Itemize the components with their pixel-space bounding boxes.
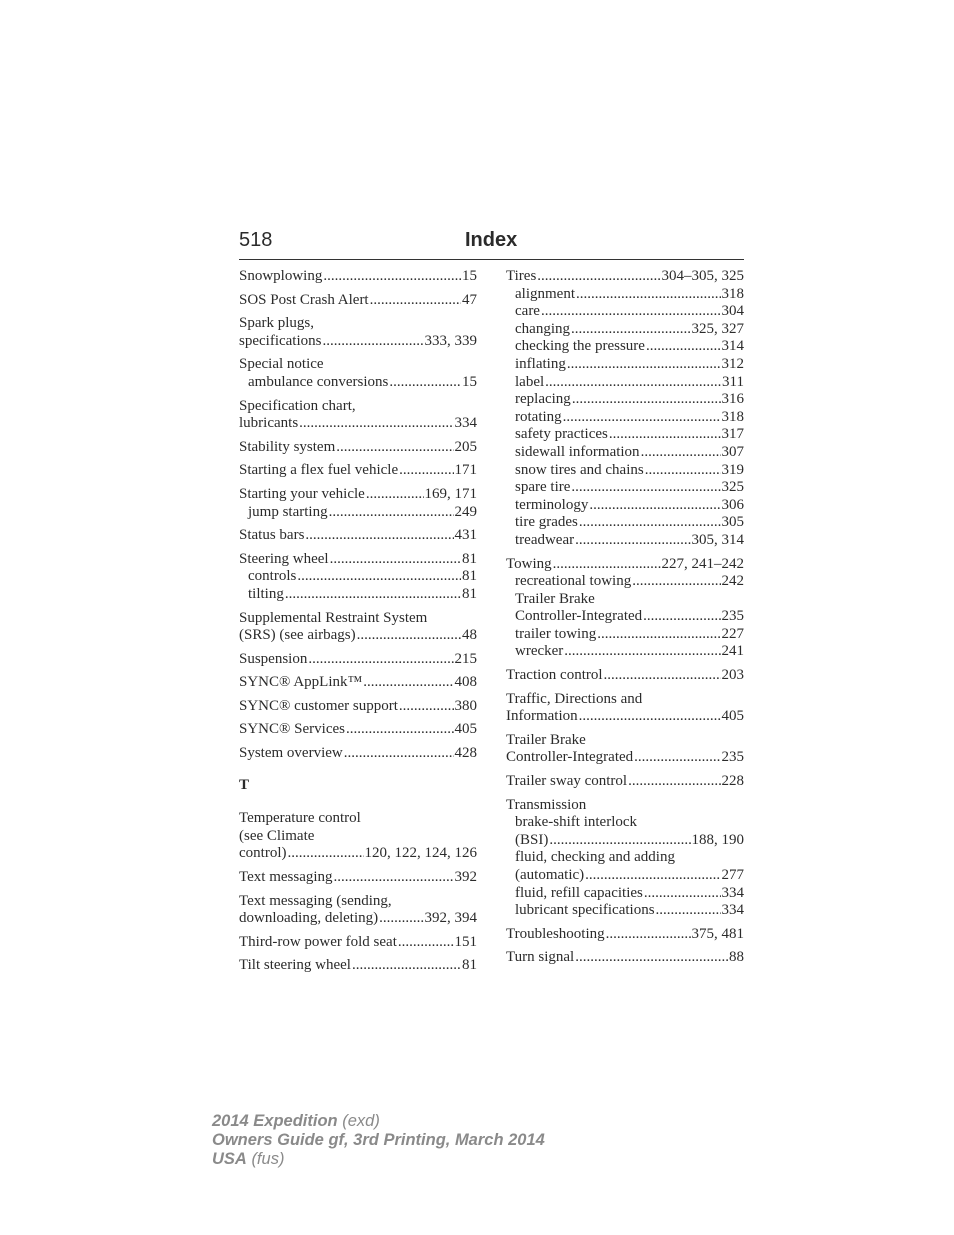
- index-subentry: [506, 832, 744, 850]
- index-line: [239, 721, 477, 739]
- page-reference: 316: [721, 391, 744, 408]
- index-entry: [506, 949, 744, 967]
- entry-text: SOS Post Crash Alert: [239, 291, 369, 308]
- entry-text: safety practices: [515, 426, 608, 443]
- page-reference: 81: [462, 585, 477, 602]
- index-subentry: [506, 286, 744, 304]
- index-entry: [239, 610, 477, 645]
- index-subentry: [506, 356, 744, 374]
- entry-text: Tires: [506, 268, 537, 284]
- index-entry: [239, 268, 477, 286]
- page-reference: 81: [462, 568, 477, 585]
- page-reference: 215: [454, 650, 477, 667]
- index-entry: [506, 732, 744, 767]
- index-line: [506, 708, 744, 726]
- section-letter: T: [239, 776, 250, 793]
- entry-text: Information: [506, 708, 578, 725]
- leader-dots: [305, 527, 453, 545]
- page-reference: 317: [721, 426, 744, 443]
- index-entry: [239, 745, 477, 763]
- leader-dots: [609, 426, 721, 444]
- entry-text: Controller-Integrated: [515, 608, 643, 625]
- leader-dots: [575, 949, 728, 967]
- index-line: [239, 527, 477, 545]
- page-reference: 312: [721, 355, 744, 372]
- leader-dots: [641, 444, 721, 462]
- page-reference: 408: [454, 674, 477, 691]
- entry-text: trailer towing: [515, 625, 597, 642]
- leader-dots: [323, 268, 461, 286]
- index-entry: [239, 398, 477, 433]
- index-entry: [239, 957, 477, 975]
- entry-text: Trailer Brake: [515, 590, 595, 607]
- entry-text: Tilt steering wheel: [239, 957, 351, 974]
- footer-model-code: (exd): [342, 1112, 380, 1130]
- index-subentry: [506, 321, 744, 339]
- index-line: [239, 292, 477, 310]
- index-line: [506, 732, 744, 750]
- entry-text: checking the pressure: [515, 338, 645, 355]
- entry-text: care: [515, 303, 540, 320]
- leader-dots: [553, 556, 661, 574]
- page-reference: 304: [721, 303, 744, 320]
- entry-text: Spark plugs,: [239, 315, 314, 332]
- page-reference: 306: [721, 496, 744, 513]
- index-entry: [506, 926, 744, 944]
- page-reference: 319: [721, 461, 744, 478]
- page-reference: 304–305, 325: [661, 268, 744, 284]
- entry-text: spare tire: [515, 479, 571, 496]
- index-entry: [239, 698, 477, 716]
- index-line: [506, 749, 744, 767]
- index-entry: [239, 721, 477, 739]
- index-line: [506, 556, 744, 574]
- leader-dots: [606, 926, 691, 944]
- index-line: [239, 551, 477, 569]
- index-subentry: [506, 426, 744, 444]
- leader-dots: [398, 934, 454, 952]
- index-entry: [239, 934, 477, 952]
- entry-text: brake-shift interlock: [515, 814, 638, 831]
- footer-model: 2014 Expedition: [212, 1112, 338, 1130]
- entry-text: Traffic, Directions and: [506, 690, 643, 707]
- entry-text: Steering wheel: [239, 550, 329, 567]
- entry-text: sidewall information: [515, 443, 640, 460]
- leader-dots: [308, 651, 453, 669]
- index-column-right: [506, 268, 744, 973]
- leader-dots: [572, 391, 721, 409]
- leader-dots: [579, 708, 721, 726]
- index-line: [239, 315, 477, 333]
- entry-text: specifications: [239, 332, 322, 349]
- entry-text: Starting a flex fuel vehicle: [239, 462, 399, 479]
- index-line: [239, 610, 477, 628]
- footer-printing: Owners Guide gf, 3rd Printing, March 2014: [212, 1131, 545, 1149]
- leader-dots: [585, 867, 720, 885]
- leader-dots: [399, 462, 453, 480]
- page-reference: 307: [721, 443, 744, 460]
- entry-text: changing: [515, 320, 570, 337]
- entry-text: terminology: [515, 496, 589, 513]
- index-line: [506, 667, 744, 685]
- page-reference: 405: [454, 721, 477, 738]
- leader-dots: [346, 721, 454, 739]
- leader-dots: [399, 698, 454, 716]
- index-subentry: [506, 867, 744, 885]
- index-line: [506, 926, 744, 944]
- entry-text: snow tires and chains: [515, 461, 644, 478]
- index-entry: [239, 315, 477, 350]
- leader-dots: [299, 415, 453, 433]
- page-reference: 318: [721, 285, 744, 302]
- page-reference: 277: [721, 867, 744, 883]
- page-reference: 48: [462, 627, 477, 644]
- index-line: [239, 651, 477, 669]
- index-subentry: [506, 885, 744, 903]
- leader-dots: [370, 292, 461, 310]
- leader-dots: [632, 573, 720, 591]
- page-reference: 15: [462, 268, 477, 284]
- index-subentry: [506, 532, 744, 550]
- entry-text: SYNC® customer support: [239, 697, 398, 714]
- index-entry: [239, 462, 477, 480]
- page-reference: 392: [454, 869, 477, 886]
- index-line: [239, 415, 477, 433]
- page-reference: 334: [721, 884, 744, 901]
- page-header: [239, 229, 744, 260]
- footer-market-code: (fus): [251, 1150, 285, 1168]
- index-subentry: [506, 573, 744, 591]
- index-subentry: [506, 849, 744, 867]
- index-subentry: [506, 514, 744, 532]
- leader-dots: [549, 832, 690, 850]
- index-line: [239, 934, 477, 952]
- index-line: [506, 797, 744, 815]
- index-line: [506, 773, 744, 791]
- entry-text: (see Climate: [239, 827, 315, 844]
- leader-dots: [645, 462, 721, 480]
- page-reference: 227, 241–242: [661, 555, 744, 572]
- page-title: Index: [465, 229, 518, 251]
- leader-dots: [656, 902, 721, 920]
- page-reference: 325, 327: [691, 320, 744, 337]
- entry-text: tilting: [248, 585, 284, 602]
- page-reference: 15: [462, 373, 477, 390]
- leader-dots: [643, 608, 720, 626]
- index-entry: [506, 268, 744, 550]
- entry-text: jump starting: [248, 503, 328, 520]
- index-line: [239, 674, 477, 692]
- index-subentry: [506, 391, 744, 409]
- entry-text: wrecker: [515, 643, 564, 660]
- index-line: [239, 627, 477, 645]
- leader-dots: [344, 745, 454, 763]
- index-entry: [239, 439, 477, 457]
- entry-text: Stability system: [239, 438, 336, 455]
- index-entry: [239, 292, 477, 310]
- index-line: [239, 698, 477, 716]
- index-line: [239, 810, 477, 828]
- page-reference: 305: [721, 514, 744, 531]
- page-reference: 81: [462, 957, 477, 974]
- leader-dots: [352, 957, 461, 975]
- index-subentry: [506, 643, 744, 661]
- page-reference: 151: [454, 933, 477, 950]
- index-subentry: [239, 586, 477, 604]
- entry-text: lubricant specifications: [515, 902, 655, 919]
- leader-dots: [336, 439, 453, 457]
- entry-text: Text messaging: [239, 869, 333, 886]
- entry-text: lubricants: [239, 415, 299, 432]
- index-entry: [239, 486, 477, 521]
- entry-text: (BSI): [515, 831, 549, 848]
- entry-text: Suspension: [239, 650, 308, 667]
- index-line: [239, 486, 477, 504]
- index-entry: [506, 797, 744, 920]
- leader-dots: [604, 667, 721, 685]
- entry-text: tire grades: [515, 514, 578, 531]
- entry-text: fluid, checking and adding: [515, 849, 675, 866]
- leader-dots: [646, 338, 721, 356]
- page-reference: 47: [462, 291, 477, 308]
- leader-dots: [644, 885, 721, 903]
- index-subentry: [506, 497, 744, 515]
- leader-dots: [287, 845, 363, 863]
- footer: [212, 1112, 545, 1169]
- index-subentry: [239, 504, 477, 522]
- entry-text: Snowplowing: [239, 268, 323, 284]
- entry-text: ambulance conversions: [248, 373, 389, 390]
- page-reference: 428: [454, 745, 477, 762]
- index-line: [239, 893, 477, 911]
- entry-text: Troubleshooting: [506, 925, 605, 942]
- entry-text: System overview: [239, 745, 343, 762]
- page-reference: 334: [454, 415, 477, 432]
- index-line: [239, 398, 477, 416]
- leader-dots: [567, 356, 721, 374]
- leader-dots: [571, 321, 691, 339]
- entry-text: downloading, deleting): [239, 910, 379, 927]
- page-reference: 188, 190: [691, 831, 744, 848]
- entry-text: Text messaging (sending,: [239, 892, 392, 909]
- page-reference: 318: [721, 408, 744, 425]
- index-subentry: [506, 814, 744, 832]
- entry-text: Third-row power fold seat: [239, 933, 397, 950]
- index-line: [239, 356, 477, 374]
- page-reference: 235: [721, 749, 744, 766]
- index-entry: [239, 869, 477, 887]
- index-subentry: [506, 479, 744, 497]
- leader-dots: [576, 286, 721, 304]
- page-reference: 431: [454, 527, 477, 544]
- footer-line-3: [212, 1150, 545, 1169]
- entry-text: Trailer sway control: [506, 773, 628, 790]
- leader-dots: [322, 333, 423, 351]
- entry-text: SYNC® Services: [239, 721, 345, 738]
- index-line: [239, 845, 477, 863]
- index-line: [506, 691, 744, 709]
- leader-dots: [389, 374, 461, 392]
- page-reference: 120, 122, 124, 126: [364, 845, 477, 862]
- page-reference: 380: [454, 697, 477, 714]
- index-line: [239, 869, 477, 887]
- footer-line-1: [212, 1112, 545, 1131]
- index-line: [239, 910, 477, 928]
- leader-dots: [329, 504, 454, 522]
- index-entry: [239, 356, 477, 391]
- leader-dots: [537, 268, 660, 286]
- index-subentry: [506, 303, 744, 321]
- page-reference: 81: [462, 550, 477, 567]
- entry-text: (SRS) (see airbags): [239, 627, 356, 644]
- index-entry: [506, 773, 744, 791]
- index-entry: [239, 551, 477, 604]
- index-subentry: [506, 444, 744, 462]
- page-reference: 242: [721, 573, 744, 590]
- entry-text: Turn signal: [506, 949, 575, 966]
- leader-dots: [563, 409, 721, 427]
- page-reference: 314: [721, 338, 744, 355]
- leader-dots: [589, 497, 720, 515]
- index-entry: [506, 691, 744, 726]
- entry-text: fluid, refill capacities: [515, 884, 643, 901]
- index-column-left: [239, 268, 477, 981]
- leader-dots: [363, 674, 453, 692]
- leader-dots: [285, 586, 461, 604]
- index-line: [239, 957, 477, 975]
- page-reference: 88: [729, 949, 744, 966]
- entry-text: Controller-Integrated: [506, 749, 634, 766]
- index-line: [239, 268, 477, 286]
- page-reference: 333, 339: [424, 332, 477, 349]
- entry-text: Traction control: [506, 667, 603, 684]
- page-reference: 169, 171: [424, 485, 477, 502]
- index-line: [239, 439, 477, 457]
- page-reference: 305, 314: [691, 531, 744, 548]
- index-entry: [506, 556, 744, 662]
- index-subentry: [506, 626, 744, 644]
- leader-dots: [541, 303, 721, 321]
- index-line: [239, 333, 477, 351]
- page-reference: 375, 481: [691, 925, 744, 942]
- index-entry: [239, 527, 477, 545]
- index-line: [239, 745, 477, 763]
- index-subentry: [506, 608, 744, 626]
- entry-text: control): [239, 845, 287, 862]
- entry-text: replacing: [515, 391, 571, 408]
- index-subentry: [506, 591, 744, 609]
- entry-text: Towing: [506, 555, 552, 572]
- leader-dots: [571, 479, 720, 497]
- index-entry: [239, 674, 477, 692]
- entry-text: Specification chart,: [239, 397, 356, 414]
- leader-dots: [579, 514, 721, 532]
- leader-dots: [575, 532, 690, 550]
- index-line: [239, 462, 477, 480]
- index-entry: [239, 810, 477, 863]
- index-subentry: [506, 409, 744, 427]
- entry-text: Status bars: [239, 527, 305, 544]
- page-reference: 203: [721, 667, 744, 684]
- leader-dots: [357, 627, 461, 645]
- page-number: 518: [239, 229, 273, 251]
- index-line: [506, 268, 744, 286]
- footer-market: USA: [212, 1150, 247, 1168]
- leader-dots: [379, 910, 423, 928]
- page-reference: 205: [454, 438, 477, 455]
- entry-text: Special notice: [239, 356, 324, 373]
- entry-text: Supplemental Restraint System: [239, 609, 428, 626]
- page-reference: 227: [721, 625, 744, 642]
- leader-dots: [628, 773, 720, 791]
- page-reference: 241: [721, 643, 744, 660]
- index-subentry: [239, 568, 477, 586]
- index-line: [239, 828, 477, 846]
- leader-dots: [634, 749, 720, 767]
- leader-dots: [297, 568, 461, 586]
- index-entry: [239, 893, 477, 928]
- leader-dots: [564, 643, 720, 661]
- index-line: [506, 949, 744, 967]
- index-entry: [239, 651, 477, 669]
- entry-text: Temperature control: [239, 810, 361, 827]
- page-reference: 311: [722, 373, 744, 390]
- entry-text: recreational towing: [515, 573, 632, 590]
- leader-dots: [545, 374, 721, 392]
- entry-text: rotating: [515, 408, 562, 425]
- entry-text: Transmission: [506, 796, 587, 813]
- footer-line-2: [212, 1131, 545, 1150]
- leader-dots: [366, 486, 424, 504]
- index-subentry: [239, 374, 477, 392]
- entry-text: (automatic): [515, 867, 585, 883]
- entry-text: alignment: [515, 285, 575, 302]
- entry-text: label: [515, 373, 545, 390]
- entry-text: SYNC® AppLink™: [239, 674, 363, 691]
- index-subentry: [506, 902, 744, 920]
- entry-text: Trailer Brake: [506, 731, 586, 748]
- entry-text: controls: [248, 568, 297, 585]
- page-reference: 171: [454, 462, 477, 479]
- index-entry: [506, 667, 744, 685]
- page-reference: 228: [721, 773, 744, 790]
- leader-dots: [330, 551, 461, 569]
- page-reference: 405: [721, 708, 744, 725]
- entry-text: Starting your vehicle: [239, 485, 365, 502]
- index-subentry: [506, 462, 744, 480]
- page-reference: 235: [721, 608, 744, 625]
- page-reference: 249: [454, 503, 477, 520]
- entry-text: inflating: [515, 355, 566, 372]
- leader-dots: [334, 869, 454, 887]
- page-reference: 334: [721, 902, 744, 919]
- index-subentry: [506, 374, 744, 392]
- page-reference: 325: [721, 479, 744, 496]
- index-subentry: [506, 338, 744, 356]
- page-reference: 392, 394: [424, 910, 477, 927]
- leader-dots: [597, 626, 720, 644]
- entry-text: treadwear: [515, 531, 575, 548]
